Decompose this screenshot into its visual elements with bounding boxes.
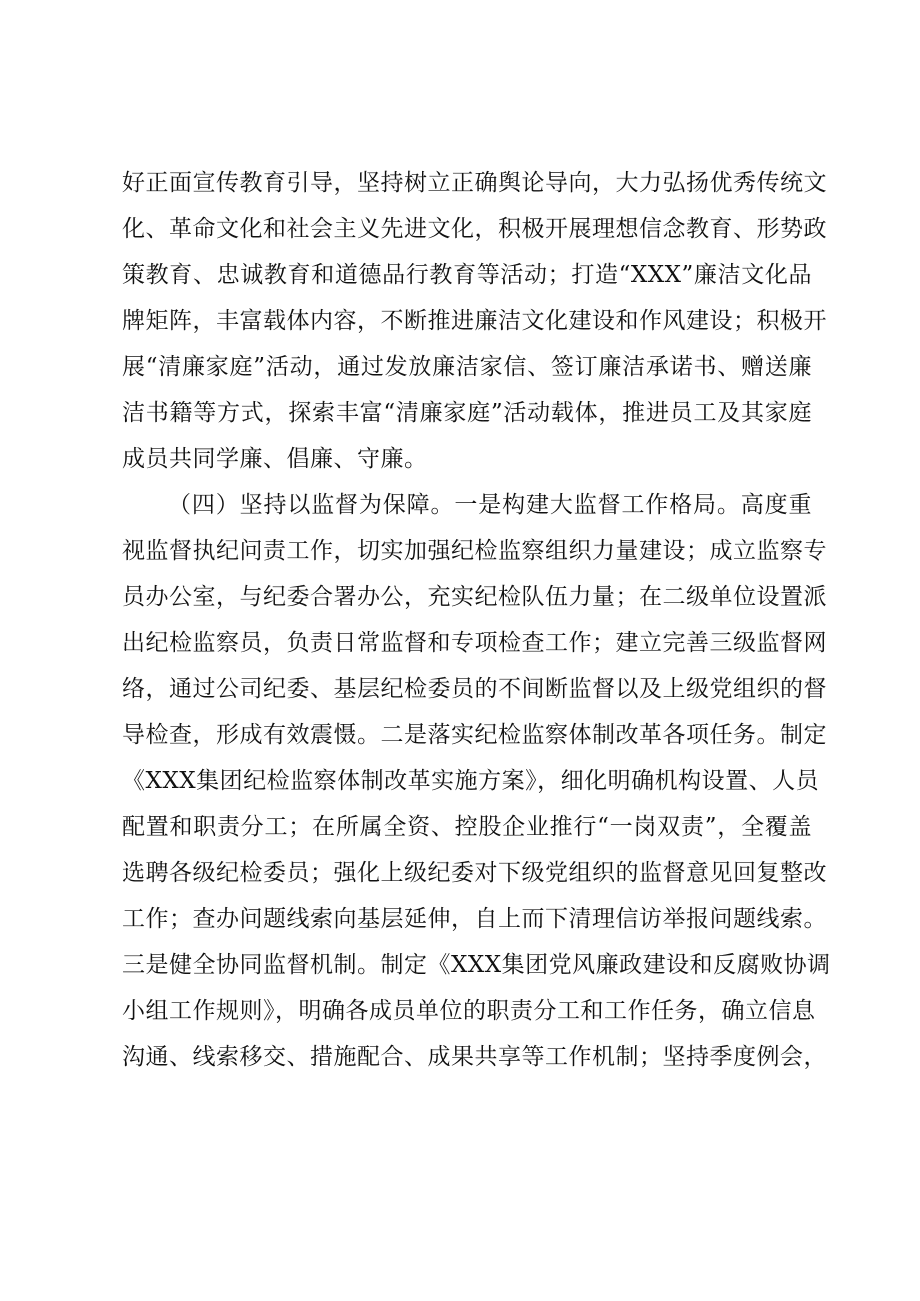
text-line: 《XXX集团纪检监察体制改革实施方案》，细化明确机构设置、人员: [122, 768, 820, 794]
text-line: 展“清廉家庭”活动，通过发放廉洁家信、签订廉洁承诺书、赠送廉: [122, 354, 812, 380]
text-line: 员办公室，与纪委合署办公，充实纪检队伍力量；在二级单位设置派: [122, 584, 827, 610]
section-heading-line: （四）坚持以监督为保障。一是构建大监督工作格局。高度重: [168, 492, 812, 518]
text-line: 选聘各级纪检委员；强化上级纪委对下级党组织的监督意见回复整改: [122, 860, 827, 886]
text-line: 视监督执纪问责工作，切实加强纪检监察组织力量建设；成立监察专: [122, 538, 827, 564]
paragraph-supervision: [122, 482, 831, 1080]
text-line: 好正面宣传教育引导，坚持树立正确舆论导向，大力弘扬优秀传统文: [122, 170, 827, 196]
text-line: 成员共同学廉、倡廉、守廉。: [122, 446, 428, 472]
text-line: 工作；查办问题线索向基层延伸，自上而下清理信访举报问题线索。: [122, 906, 827, 932]
text-line: 导检查，形成有效震慑。二是落实纪检监察体制改革各项任务。制定: [122, 722, 827, 748]
text-line: 配置和职责分工；在所属全资、控股企业推行“一岗双责”，全覆盖: [122, 814, 812, 840]
document-body: [122, 160, 831, 1080]
text-line: 三是健全协同监督机制。制定《XXX集团党风廉政建设和反腐败协调: [122, 952, 831, 978]
text-line: 出纪检监察员，负责日常监督和专项检查工作；建立完善三级监督网: [122, 630, 827, 656]
text-line: 沟通、线索移交、措施配合、成果共享等工作机制；坚持季度例会，: [122, 1044, 827, 1070]
text-line: 小组工作规则》，明确各成员单位的职责分工和工作任务，确立信息: [122, 998, 816, 1024]
text-line: 络，通过公司纪委、基层纪检委员的不间断监督以及上级党组织的督: [122, 676, 827, 702]
text-line: 洁书籍等方式，探索丰富“清廉家庭”活动载体，推进员工及其家庭: [122, 400, 812, 426]
paragraph-culture: [122, 160, 827, 482]
text-line: 策教育、忠诚教育和道德品行教育等活动；打造“XXX”廉洁文化品: [122, 262, 812, 288]
text-line: 牌矩阵，丰富载体内容，不断推进廉洁文化建设和作风建设；积极开: [122, 308, 827, 334]
text-line: 化、革命文化和社会主义先进文化，积极开展理想信念教育、形势政: [122, 216, 827, 242]
